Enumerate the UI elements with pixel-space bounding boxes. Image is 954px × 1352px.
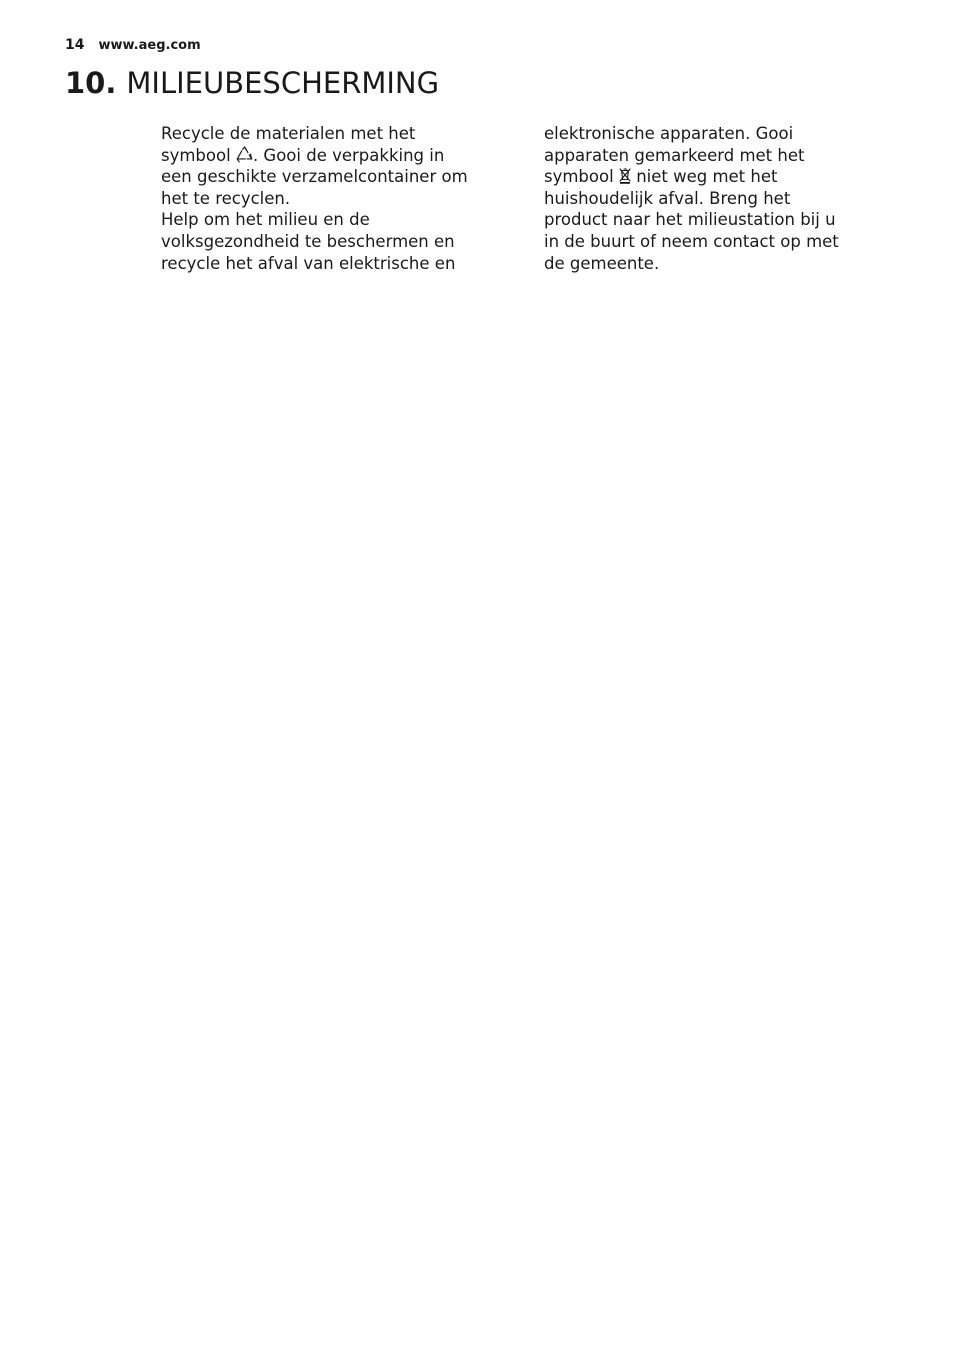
text-fragment: . Gooi de verpakking in bbox=[252, 145, 445, 165]
text-line: een geschikte verzamelcontainer om bbox=[161, 167, 468, 187]
text-line: de gemeente. bbox=[544, 253, 660, 273]
text-line: het te recyclen. bbox=[161, 188, 291, 208]
text-fragment: symbool bbox=[161, 145, 231, 165]
text-fragment: symbool bbox=[544, 167, 614, 187]
left-column bbox=[161, 123, 491, 274]
text-line: elektronische apparaten. Gooi bbox=[544, 124, 794, 143]
recycle-icon bbox=[236, 146, 253, 163]
text-line bbox=[544, 166, 874, 188]
crossed-out-bin-icon bbox=[619, 167, 631, 184]
right-column bbox=[544, 123, 874, 274]
text-line: Help om het milieu en de bbox=[161, 210, 370, 230]
page-number: 14 bbox=[65, 37, 85, 53]
page-header bbox=[65, 37, 201, 53]
text-line: in de buurt of neem contact op met bbox=[544, 231, 839, 251]
section-number: 10. bbox=[65, 66, 117, 100]
text-line: Recycle de materialen met het bbox=[161, 124, 416, 143]
text-fragment: niet weg met het bbox=[636, 167, 778, 187]
section-title bbox=[65, 66, 439, 100]
text-line: volksgezondheid te beschermen en bbox=[161, 231, 455, 251]
text-line: apparaten gemarkeerd met het bbox=[544, 145, 805, 165]
text-line: huishoudelijk afval. Breng het bbox=[544, 188, 791, 208]
site-url: www.aeg.com bbox=[98, 38, 201, 53]
text-line bbox=[161, 145, 491, 167]
section-title-text: MILIEUBESCHERMING bbox=[126, 66, 440, 100]
text-line: product naar het milieustation bij u bbox=[544, 210, 836, 230]
text-line: recycle het afval van elektrische en bbox=[161, 253, 456, 273]
